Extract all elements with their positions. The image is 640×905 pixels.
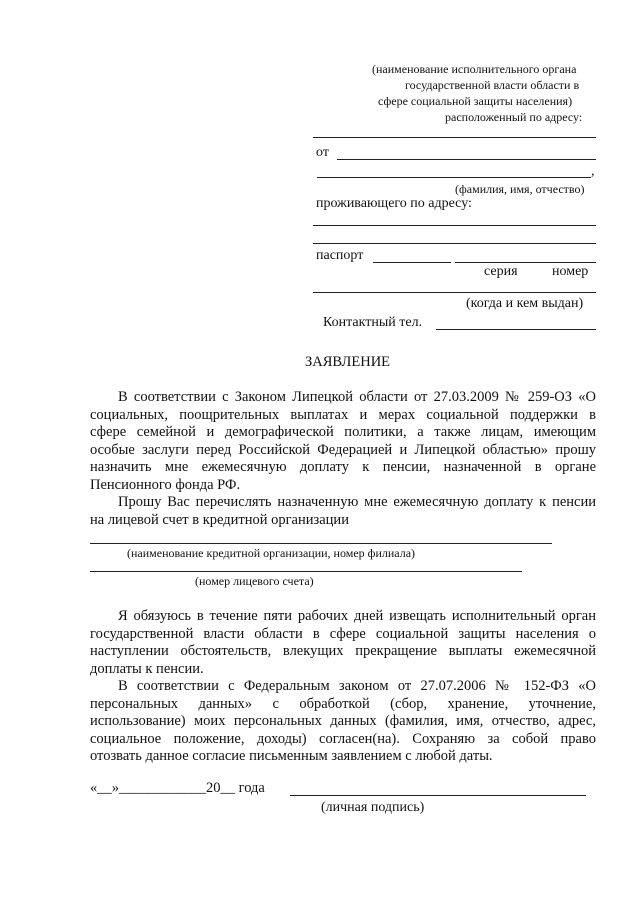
- paragraph-obligation: [90, 608, 596, 678]
- account-number-line[interactable]: [90, 571, 522, 572]
- paragraph-personal-data-consent: [90, 678, 596, 766]
- passport-series-line[interactable]: [373, 262, 451, 263]
- residence-line-2[interactable]: [313, 243, 596, 244]
- name-comma: ,: [591, 164, 595, 179]
- paragraph-line: социальных, поощрительных выплатах и мерах социальной поддержки в: [90, 406, 596, 423]
- paragraph-line: использование) моих персональных данных (фамилия, имя, отчество, адрес,: [90, 713, 596, 729]
- paragraph-line: социальное положение, доходы) согласен(на). Сохраняю за собой право: [90, 730, 596, 747]
- organ-hint-line-2: государственной власти области в: [405, 78, 580, 92]
- paragraph-line: персональных данных» с обработкой (сбор, хранение, уточнение,: [90, 695, 596, 712]
- from-label: от: [316, 145, 329, 160]
- residing-label: проживающего по адресу:: [316, 196, 472, 211]
- document-title: ЗАЯВЛЕНИЕ: [305, 354, 391, 370]
- paragraph-line: наступлении обстоятельств, влекущих прекращение выплаты ежемесячной: [90, 643, 596, 659]
- paragraph-transfer-request: [90, 494, 596, 529]
- paragraph-line: Прошу Вас перечислять назначенную мне ежемесячную доплату к пенсии: [118, 494, 596, 510]
- located-label: расположенный по адресу:: [445, 110, 583, 124]
- paragraph-line: В соответствии с Законом Липецкой области от 27.03.2009 № 259-ОЗ «О: [118, 389, 596, 405]
- paragraph-law-reference: [90, 389, 596, 494]
- passport-number-line[interactable]: [455, 262, 596, 263]
- from-name-line[interactable]: [337, 159, 596, 160]
- phone-label: Контактный тел.: [323, 315, 423, 330]
- paragraph-line: доплаты к пенсии.: [90, 660, 204, 677]
- number-label: номер: [552, 264, 589, 279]
- name-line-2[interactable]: [317, 177, 591, 178]
- organ-hint-line-1: (наименование исполнительного органа: [372, 62, 577, 76]
- paragraph-line: государственной власти области в сфере социальной защиты населения о: [90, 625, 596, 642]
- issued-hint: (когда и кем выдан): [466, 296, 584, 311]
- passport-label: паспорт: [316, 248, 364, 263]
- signature-hint: (личная подпись): [321, 800, 425, 815]
- series-label: серия: [484, 264, 518, 279]
- organ-hint-line-3: сфере социальной защиты населения): [378, 94, 573, 108]
- date-field[interactable]: «__»____________20__ года: [90, 780, 265, 796]
- phone-line[interactable]: [436, 329, 596, 330]
- paragraph-line: Пенсионного фонда РФ.: [90, 476, 241, 493]
- address-line-1[interactable]: [313, 137, 596, 138]
- paragraph-line: назначить мне ежемесячную доплату к пенсии, назначенной в органе: [90, 459, 596, 475]
- signature-line[interactable]: [290, 795, 586, 796]
- issued-line[interactable]: [313, 292, 596, 293]
- bank-name-line[interactable]: [90, 543, 552, 544]
- bank-hint: (наименование кредитной организации, номер филиала): [127, 546, 416, 560]
- paragraph-line: на лицевой счет в кредитной организации: [90, 511, 349, 528]
- paragraph-line: сфере семейной и демографической политики, а также лицам, имеющим: [90, 424, 596, 440]
- paragraph-line: особые заслуги перед Российской Федерацией и Липецкой областью» прошу: [90, 441, 596, 458]
- paragraph-line: В соответствии с Федеральным законом от 27.07.2006 № 152-ФЗ «О: [118, 678, 596, 694]
- residence-line-1[interactable]: [313, 225, 596, 226]
- paragraph-line: отозвать данное согласие письменным заявлением с любой даты.: [90, 748, 493, 764]
- name-hint: (фамилия, имя, отчество): [455, 182, 585, 196]
- paragraph-line: Я обязуюсь в течение пяти рабочих дней извещать исполнительный орган: [118, 608, 596, 624]
- account-hint: (номер лицевого счета): [195, 574, 314, 588]
